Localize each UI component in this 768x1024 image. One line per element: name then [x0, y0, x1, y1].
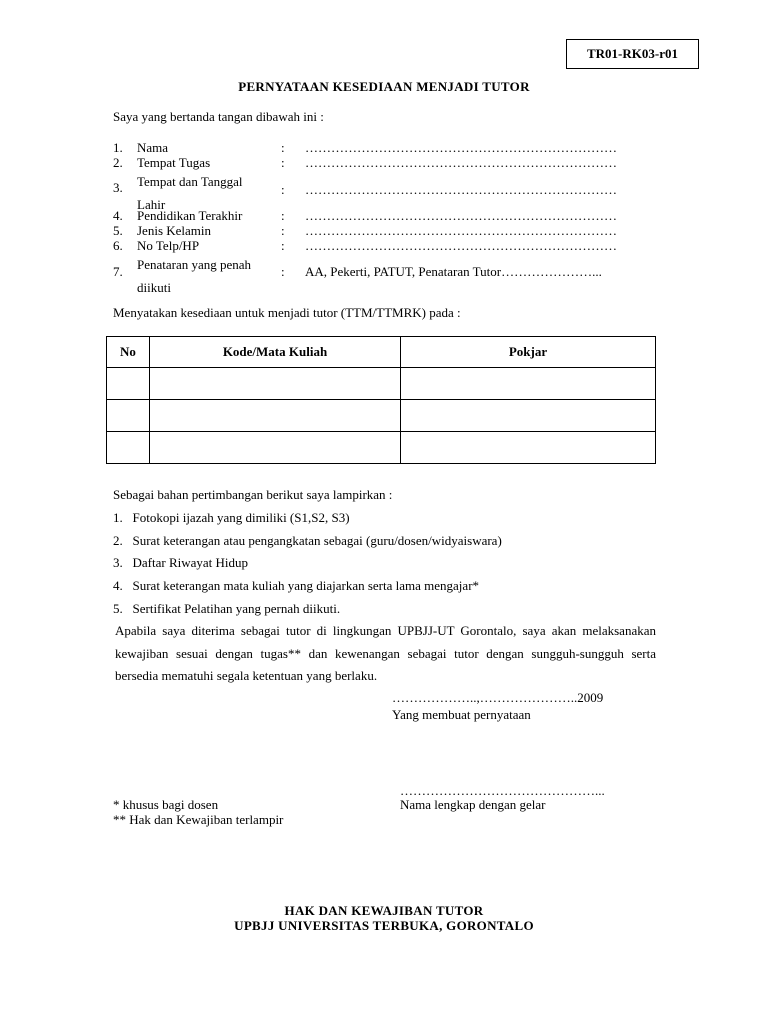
field-number: 1.	[113, 140, 123, 155]
list-number: 4.	[113, 578, 123, 593]
list-number: 2.	[113, 533, 123, 548]
list-number: 1.	[113, 510, 123, 525]
table-header-row	[107, 337, 656, 368]
list-text: Fotokopi ijazah yang dimiliki (S1,S2, S3)	[132, 510, 350, 525]
table-cell[interactable]	[150, 368, 401, 400]
field-number: 2.	[113, 155, 123, 170]
attachments-intro: Sebagai bahan pertimbangan berikut saya lampirkan :	[113, 487, 393, 502]
field-label-ttl: Tempat dan Tanggal Lahir	[137, 174, 243, 212]
list-item	[113, 533, 502, 549]
field-label-nama: Nama	[137, 140, 169, 155]
field-colon: :	[281, 238, 285, 253]
table-row	[107, 400, 656, 432]
field-value-telp[interactable]: ………………………………………………………………	[305, 238, 617, 253]
field-number: 5.	[113, 223, 123, 238]
footer-title: HAK DAN KEWAJIBAN TUTOR	[284, 903, 484, 918]
field-colon: :	[281, 208, 285, 223]
intro-text: Saya yang bertanda tangan dibawah ini :	[113, 109, 324, 124]
list-text: Daftar Riwayat Hidup	[132, 555, 249, 570]
table-cell[interactable]	[150, 400, 401, 432]
tutor-course-table	[106, 336, 656, 464]
table-header-kode: Kode/Mata Kuliah	[150, 337, 401, 368]
field-value-penataran[interactable]: AA, Pekerti, PATUT, Penataran Tutor…………………...	[305, 264, 602, 279]
field-label-tempat-tugas: Tempat Tugas	[137, 155, 211, 170]
field-value-pendidikan[interactable]: ………………………………………………………………	[305, 208, 617, 223]
list-item	[113, 578, 479, 594]
table-cell[interactable]	[401, 432, 656, 464]
document-title: PERNYATAAN KESEDIAAN MENJADI TUTOR	[238, 79, 530, 94]
signature-line: ………………………………………...	[400, 783, 605, 798]
table-row	[107, 432, 656, 464]
field-number: 6.	[113, 238, 123, 253]
field-colon: :	[281, 140, 285, 155]
statement-text: Menyatakan kesediaan untuk menjadi tutor (TTM/TTMRK) pada :	[113, 305, 461, 320]
field-colon: :	[281, 155, 285, 170]
field-colon: :	[281, 182, 285, 197]
table-cell[interactable]	[107, 400, 150, 432]
footer-subtitle: UPBJJ UNIVERSITAS TERBUKA, GORONTALO	[234, 918, 534, 933]
list-number: 5.	[113, 601, 123, 616]
field-label-pendidikan: Pendidikan Terakhir	[137, 208, 243, 223]
list-item	[113, 555, 248, 571]
document-code: TR01-RK03-r01	[566, 39, 699, 69]
table-header-pokjar: Pokjar	[401, 337, 656, 368]
signature-name-label: Nama lengkap dengan gelar	[400, 797, 546, 812]
commitment-paragraph: Apabila saya diterima sebagai tutor di lingkungan UPBJJ-UT Gorontalo, saya akan melaksanakan kewajiban sesuai dengan tugas** dan kewenangan sebagai tutor dengan sungguh-sungguh serta bersedia mematuhi segala ketentuan yang berlaku.	[115, 623, 656, 683]
field-value-nama[interactable]: ………………………………………………………………	[305, 140, 617, 155]
field-number: 3.	[113, 180, 123, 195]
list-text: Surat keterangan atau pengangkatan sebagai (guru/dosen/widyaiswara)	[132, 533, 502, 548]
field-value-jenis-kelamin[interactable]: ………………………………………………………………	[305, 223, 617, 238]
list-item	[113, 510, 350, 526]
table-header-no: No	[107, 337, 150, 368]
table-cell[interactable]	[107, 368, 150, 400]
list-text: Sertifikat Pelatihan yang pernah diikuti.	[132, 601, 341, 616]
footnote-dosen: * khusus bagi dosen	[113, 797, 219, 812]
table-cell[interactable]	[150, 432, 401, 464]
field-label-jenis-kelamin: Jenis Kelamin	[137, 223, 212, 238]
list-item	[113, 601, 340, 617]
list-text: Surat keterangan mata kuliah yang diajarkan serta lama mengajar*	[132, 578, 480, 593]
table-cell[interactable]	[401, 368, 656, 400]
field-value-tempat-tugas[interactable]: ………………………………………………………………	[305, 155, 617, 170]
field-value-ttl[interactable]: ………………………………………………………………	[305, 182, 617, 197]
list-number: 3.	[113, 555, 123, 570]
field-colon: :	[281, 223, 285, 238]
field-label-telp: No Telp/HP	[137, 238, 200, 253]
field-colon: :	[281, 264, 285, 279]
table-cell[interactable]	[107, 432, 150, 464]
field-number: 4.	[113, 208, 123, 223]
date-line: ………………..,…………………..2009	[392, 690, 604, 705]
footnote-hak: ** Hak dan Kewajiban terlampir	[113, 812, 284, 827]
table-row	[107, 368, 656, 400]
field-label-penataran: Penataran yang penah diikuti	[137, 257, 252, 295]
field-number: 7.	[113, 264, 123, 279]
maker-label: Yang membuat pernyataan	[392, 707, 531, 722]
table-cell[interactable]	[401, 400, 656, 432]
